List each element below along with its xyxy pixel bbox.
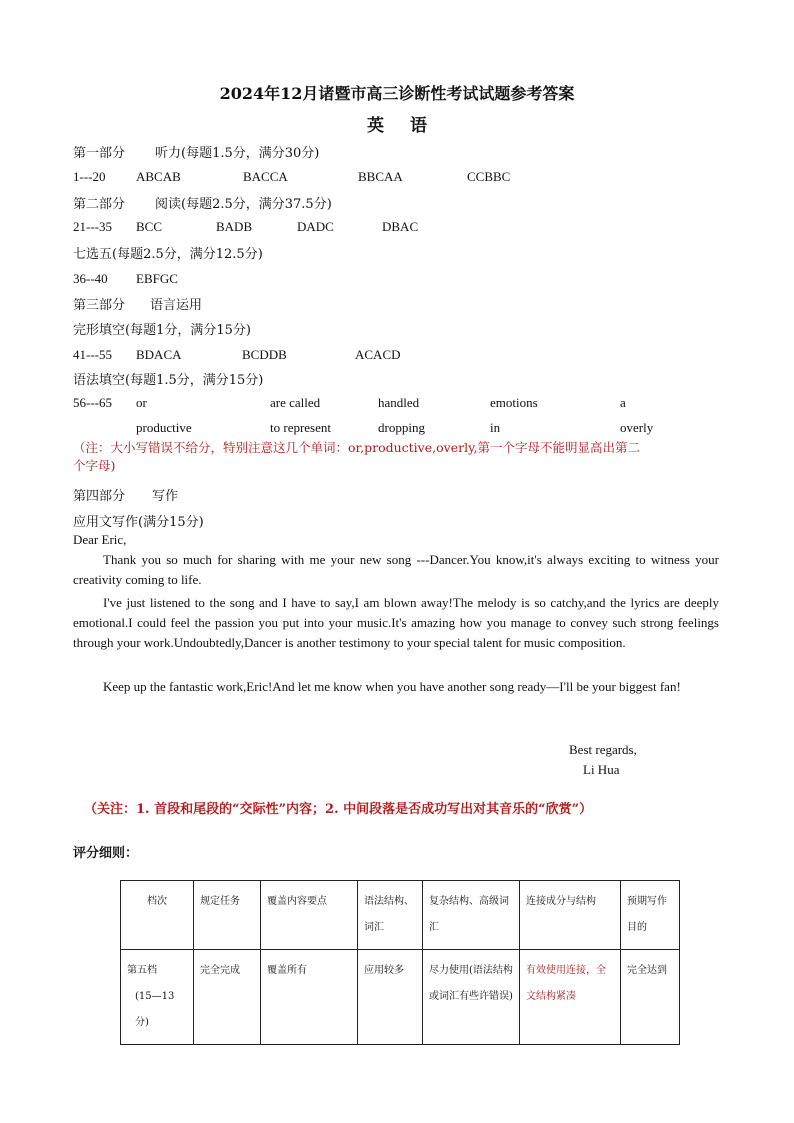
table-cell-cohesion: 有效使用连接，全文结构紧凑: [520, 950, 621, 1045]
table-header-cell: 语法结构、词汇: [358, 881, 423, 950]
table-header-cell: 覆盖内容要点: [261, 881, 358, 950]
table-cell-purpose: 完全达到: [621, 950, 680, 1045]
cloze-range: 41---55: [73, 347, 112, 362]
grammar-note-line1: （注：大小写错误不给分，特别注意这几个单词：or,productive,overly,第一个字母不能明显高出第二: [73, 440, 640, 455]
cloze-answer-2: BCDDB: [242, 347, 287, 362]
grammar-answer-65: overly: [620, 420, 654, 435]
grammar-note-line2: 个字母): [73, 458, 116, 473]
table-header-cell: 规定任务: [194, 881, 261, 950]
table-header-cell: 档次: [121, 881, 194, 950]
table-header-cell: 预期写作目的: [621, 881, 680, 950]
table-cell-coverage: 覆盖所有: [261, 950, 358, 1045]
part2-answer-4: DBAC: [382, 219, 419, 234]
table-cell-task: 完全完成: [194, 950, 261, 1045]
part1-range: 1---20: [73, 169, 106, 184]
rubric-table: [120, 880, 680, 1045]
part4-heading: 第四部分: [73, 489, 126, 504]
grammar-answer-59: emotions: [490, 395, 538, 410]
grammar-answer-57: are called: [270, 395, 321, 410]
applied-writing-desc: 应用文写作(满分15分): [73, 515, 204, 530]
part2-range: 21---35: [73, 219, 112, 234]
subject-title: 英语: [367, 116, 453, 136]
cloze-answer-3: ACACD: [355, 347, 401, 362]
table-row: [121, 950, 680, 1045]
table-header-cell: 连接成分与结构: [520, 881, 621, 950]
part1-answer-3: BBCAA: [358, 169, 403, 184]
letter-paragraph-2: I've just listened to the song and I have to say,I am blown away!The melody is so catchy,and the lyrics are deeply emotional.I could feel the passion you put into your music.It's amazing how you manage to convey such strong feelings through your work.Undoubtedly,Dancer is another testimony to your special talent for music composition.: [73, 595, 719, 650]
level-score: (15—13分): [135, 991, 175, 1028]
seven-range: 36--40: [73, 271, 108, 286]
table-header-cell: 复杂结构、高级词汇: [423, 881, 520, 950]
table-cell-complex: 尽力使用(语法结构或词汇有些许错误): [423, 950, 520, 1045]
part2-desc: 阅读(每题2.5分，满分37.5分): [155, 197, 332, 212]
table-header-row: [121, 881, 680, 950]
part3-desc: 语言运用: [150, 298, 203, 313]
part1-answer-4: CCBBC: [467, 169, 511, 184]
part2-answer-3: DADC: [297, 219, 334, 234]
letter-greeting: Dear Eric,: [73, 532, 127, 547]
letter-signature: Li Hua: [583, 762, 620, 777]
page-title: 2024年12月诸暨市高三诊断性考试试题参考答案: [219, 84, 575, 103]
cloze-desc: 完形填空(每题1分，满分15分): [73, 323, 251, 338]
part2-heading: 第二部分: [73, 197, 126, 212]
part1-desc: 听力(每题1.5分，满分30分): [155, 146, 320, 161]
rubric-title: 评分细则：: [73, 846, 139, 861]
writing-focus-note: （关注：1. 首段和尾段的“交际性”内容；2. 中间段落是否成功写出对其音乐的“欣赏”）: [84, 802, 593, 817]
seven-answer: EBFGC: [136, 271, 178, 286]
part1-heading: 第一部分: [73, 146, 126, 161]
table-cell-level: [121, 950, 194, 1045]
seven-choose-five-desc: 七选五(每题2.5分，满分12.5分): [73, 247, 263, 262]
letter-paragraph-3: Keep up the fantastic work,Eric!And let me know when you have another song ready—I'll be your biggest fan!: [103, 679, 681, 694]
level-name: 第五档: [127, 965, 157, 976]
grammar-answer-61: productive: [136, 420, 192, 435]
letter-paragraph-1: Thank you so much for sharing with me your new song ---Dancer.You know,it's always exciting to witness your creativity coming to life.: [73, 552, 719, 587]
grammar-answer-62: to represent: [270, 420, 332, 435]
table-cell-grammar: 应用较多: [358, 950, 423, 1045]
cloze-answer-1: BDACA: [136, 347, 182, 362]
grammar-desc: 语法填空(每题1.5分，满分15分): [73, 373, 264, 388]
grammar-answer-58: handled: [378, 395, 420, 410]
part2-answer-1: BCC: [136, 219, 163, 234]
letter-closing: Best regards,: [569, 742, 637, 757]
grammar-range: 56---65: [73, 395, 112, 410]
part1-answer-1: ABCAB: [136, 169, 181, 184]
grammar-answer-64: in: [490, 420, 501, 435]
grammar-answer-60: a: [620, 395, 626, 410]
part1-answer-2: BACCA: [243, 169, 288, 184]
grammar-answer-56: or: [136, 395, 147, 410]
grammar-answer-63: dropping: [378, 420, 425, 435]
part4-desc: 写作: [152, 489, 179, 504]
part3-heading: 第三部分: [73, 298, 126, 313]
part2-answer-2: BADB: [216, 219, 253, 234]
